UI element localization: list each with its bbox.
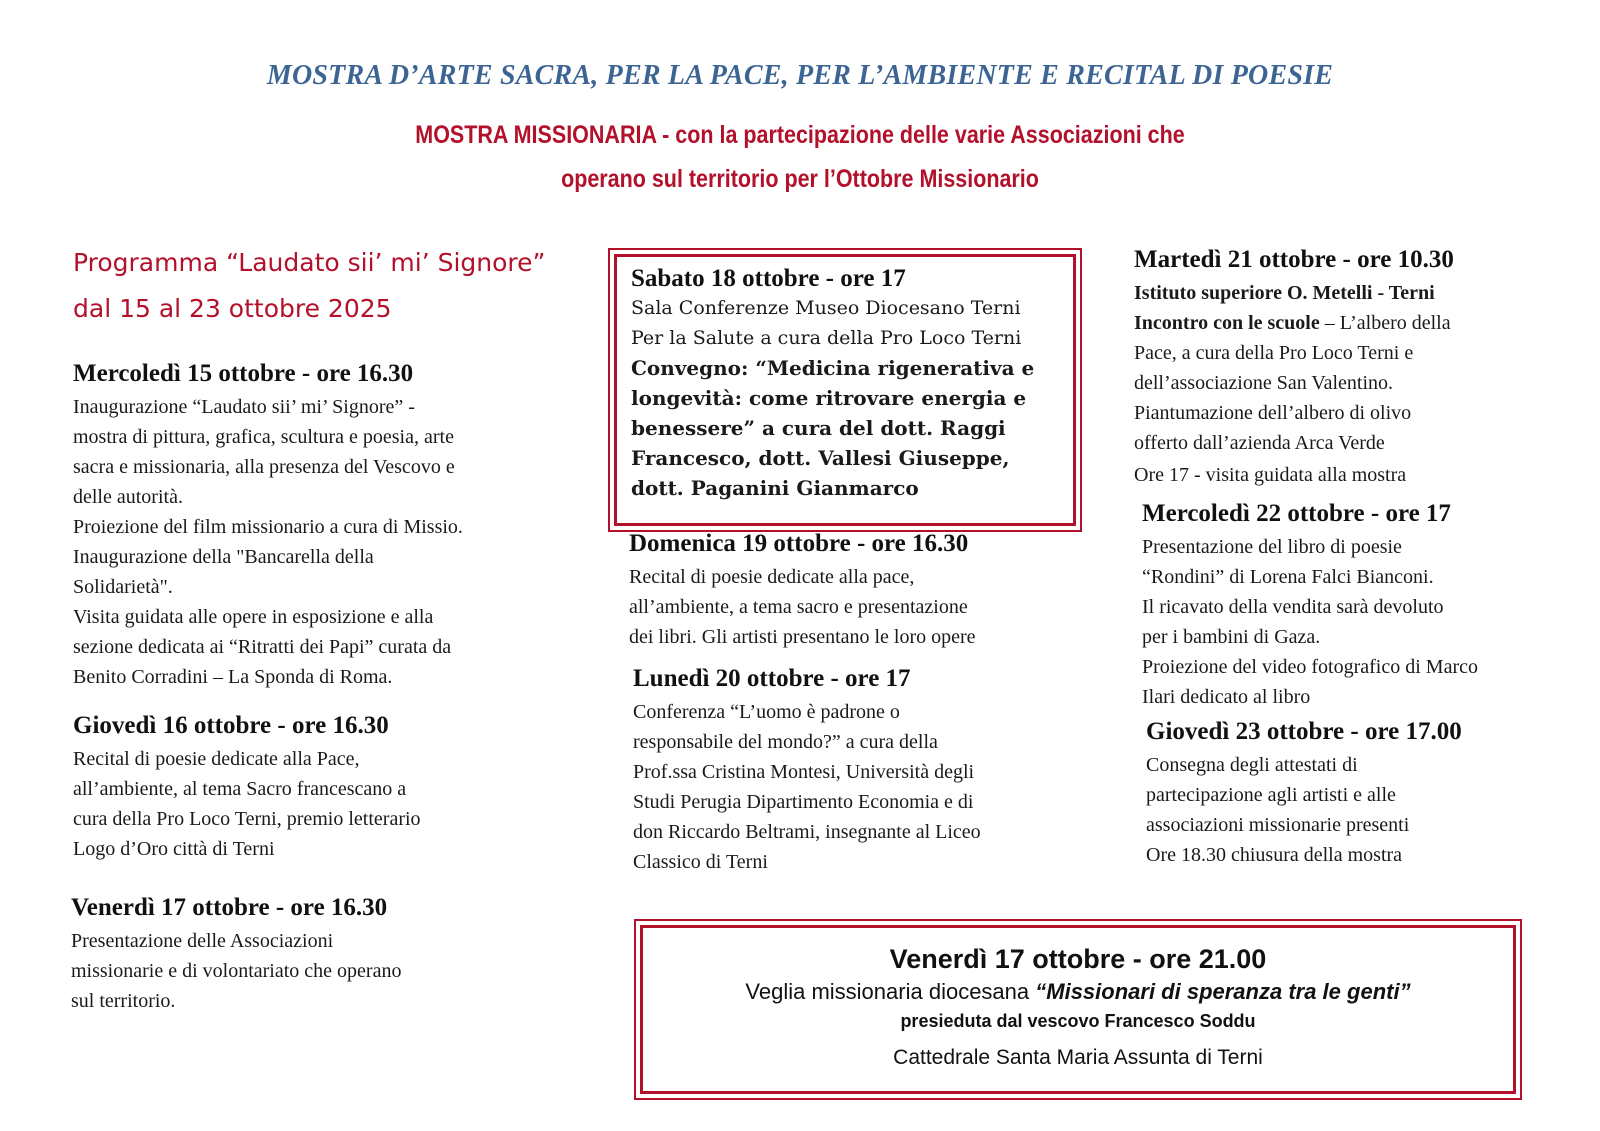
event-wed22-heading: Mercoledì 22 ottobre - ore 17 — [1142, 500, 1451, 527]
text-line: don Riccardo Beltrami, insegnante al Liceo — [633, 821, 981, 843]
event-wed15-body — [73, 392, 573, 692]
event-mon20-body — [633, 697, 1093, 877]
text-line: Ore 17 - visita guidata alla mostra — [1134, 464, 1407, 486]
text-line: “Rondini” di Lorena Falci Bianconi. — [1142, 566, 1434, 588]
text-line: mostra di pittura, grafica, scultura e poesia, arte — [73, 426, 454, 448]
text-line: Studi Perugia Dipartimento Economia e di — [633, 791, 974, 813]
event-thu16-heading: Giovedì 16 ottobre - ore 16.30 — [73, 712, 389, 739]
event-thu16-body — [73, 744, 573, 864]
text-line: Proiezione del film missionario a cura di Missio. — [73, 516, 463, 538]
text-line: longevità: come ritrovare energia e — [631, 386, 1027, 410]
text-line: Presentazione del libro di poesie — [1142, 536, 1402, 558]
subtitle-line-2: operano sul territorio per l’Ottobre Missionario — [561, 165, 1039, 193]
event-wed15-heading: Mercoledì 15 ottobre - ore 16.30 — [73, 360, 414, 387]
text-line: Presentazione delle Associazioni — [71, 930, 334, 952]
vigil-heading: Venerdì 17 ottobre - ore 21.00 — [889, 944, 1267, 974]
text-line: Proiezione del video fotografico di Marco — [1142, 656, 1478, 678]
event-sun19-block — [629, 530, 1089, 652]
program-dates: dal 15 al 23 ottobre 2025 — [73, 294, 392, 323]
program-title: Programma “Laudato sii’ mi’ Signore” — [73, 248, 546, 277]
event-sat18-box — [614, 254, 1076, 526]
text-line: Recital di poesie dedicate alla Pace, — [73, 748, 360, 770]
text-line: dei libri. Gli artisti presentano le loro opere — [629, 626, 976, 648]
vigil-presider: presieduta dal vescovo Francesco Soddu — [900, 1011, 1256, 1031]
text-line — [1134, 308, 1574, 338]
text-line: Prof.ssa Cristina Montesi, Università degli — [633, 761, 975, 783]
text-line: Logo d’Oro città di Terni — [73, 838, 275, 860]
event-thu23-heading: Giovedì 23 ottobre - ore 17.00 — [1146, 718, 1462, 745]
event-fri17-body — [71, 926, 571, 1016]
text-line: partecipazione agli artisti e alle — [1146, 784, 1396, 806]
text-line: cura della Pro Loco Terni, premio letterario — [73, 808, 421, 830]
program-heading — [73, 240, 546, 332]
event-sat18-conference — [631, 353, 1073, 503]
event-wed22-block — [1142, 500, 1582, 712]
event-fri17-block — [71, 894, 571, 1016]
column-1 — [73, 360, 573, 864]
main-title: MOSTRA D’ARTE SACRA, PER LA PACE, PER L’AMBIENTE E RECITAL DI POESIE — [266, 60, 1334, 91]
text-line: all’ambiente, a tema sacro e presentazione — [629, 596, 968, 618]
text-line: Inaugurazione “Laudato sii’ mi’ Signore” - — [73, 396, 415, 418]
event-sun19-body — [629, 562, 1089, 652]
event-thu23-body — [1146, 750, 1586, 870]
school-meeting: Incontro con le scuole — [1134, 312, 1320, 334]
vigil-location: Cattedrale Santa Maria Assunta di Terni — [893, 1046, 1263, 1069]
text-line: Pace, a cura della Pro Loco Terni e — [1134, 342, 1414, 364]
text-line: responsabile del mondo?” a cura della — [633, 731, 938, 753]
text-line: sul territorio. — [71, 990, 176, 1012]
event-tue21-body — [1134, 278, 1574, 490]
event-thu23-block — [1146, 718, 1586, 870]
event-wed22-body — [1142, 532, 1582, 712]
text-line: Piantumazione dell’albero di olivo — [1134, 402, 1412, 424]
text-line: missionarie e di volontariato che operano — [71, 960, 402, 982]
text-line: Ilari dedicato al libro — [1142, 686, 1311, 708]
event-tue21-block — [1134, 246, 1574, 490]
text-line: all’ambiente, al tema Sacro francescano a — [73, 778, 407, 800]
text-line: Recital di poesie dedicate alla pace, — [629, 566, 915, 588]
text-line: Solidarietà". — [73, 576, 173, 598]
text-fragment: – L’albero della — [1319, 312, 1451, 334]
text-line: Ore 18.30 chiusura della mostra — [1146, 844, 1403, 866]
vigil-title-italic: “Missionari di speranza tra le genti” — [1035, 979, 1411, 1004]
event-sat18-organizer: Per la Salute a cura della Pro Loco Terni — [631, 327, 1022, 349]
text-line: offerto dall’azienda Arca Verde — [1134, 432, 1385, 454]
text-line: Consegna degli attestati di — [1146, 754, 1358, 776]
vigil-box — [640, 925, 1516, 1094]
text-line: per i bambini di Gaza. — [1142, 626, 1321, 648]
text-line: sezione dedicata ai “Ritratti dei Papi” curata da — [73, 636, 452, 658]
text-line: Visita guidata alle opere in esposizione e alla — [73, 606, 434, 628]
event-mon20-block — [633, 665, 1093, 877]
text-line: Conferenza “L’uomo è padrone o — [633, 701, 900, 723]
text-line: Il ricavato della vendita sarà devoluto — [1142, 596, 1444, 618]
text-line: Classico di Terni — [633, 851, 768, 873]
text-line: Benito Corradini – La Sponda di Roma. — [73, 666, 393, 688]
school-name: Istituto superiore O. Metelli - Terni — [1134, 282, 1435, 304]
text-line: delle autorità. — [73, 486, 183, 508]
subtitle-line-1: MOSTRA MISSIONARIA - con la partecipazione delle varie Associazioni che — [415, 121, 1185, 149]
event-tue21-heading: Martedì 21 ottobre - ore 10.30 — [1134, 246, 1454, 273]
text-line: Inaugurazione della "Bancarella della — [73, 546, 374, 568]
text-line: Francesco, dott. Vallesi Giuseppe, — [631, 446, 1010, 470]
text-line: Convegno: “Medicina rigenerativa e — [631, 356, 1035, 380]
vigil-title-plain: Veglia missionaria diocesana — [745, 979, 1036, 1004]
text-line: dell’associazione San Valentino. — [1134, 372, 1394, 394]
event-sat18-venue: Sala Conferenze Museo Diocesano Terni — [631, 297, 1021, 319]
event-fri17-heading: Venerdì 17 ottobre - ore 16.30 — [71, 894, 388, 921]
event-mon20-heading: Lunedì 20 ottobre - ore 17 — [633, 665, 911, 692]
text-line: dott. Paganini Gianmarco — [631, 476, 919, 500]
text-line: associazioni missionarie presenti — [1146, 814, 1410, 836]
text-line: sacra e missionaria, alla presenza del Vescovo e — [73, 456, 455, 478]
event-sun19-heading: Domenica 19 ottobre - ore 16.30 — [629, 530, 969, 557]
event-sat18-heading: Sabato 18 ottobre - ore 17 — [631, 265, 906, 292]
vigil-title — [643, 979, 1513, 1005]
text-line: benessere” a cura del dott. Raggi — [631, 416, 1006, 440]
